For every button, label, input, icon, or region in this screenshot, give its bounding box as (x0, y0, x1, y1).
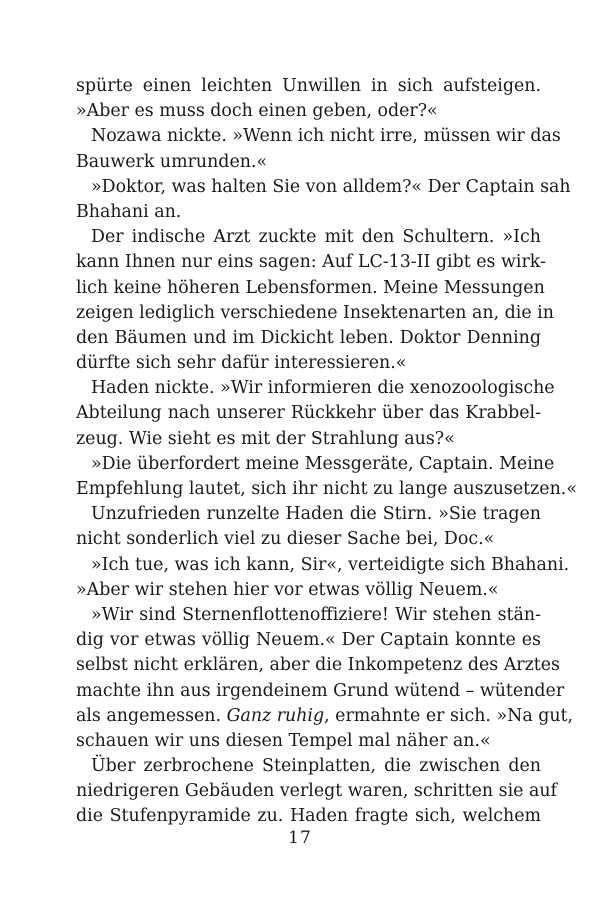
text-line: selbst nicht erklären, aber die Inkompetenz des Arztes (76, 655, 560, 676)
text-line: dig vor etwas völlig Neuem.« Der Captain konnte es (76, 630, 541, 651)
text-line: Abteilung nach unserer Rückkehr über das Krabbel- (76, 403, 541, 424)
text-line: »Ich tue, was ich kann, Sir«, verteidigte sich Bhahani. (91, 554, 570, 575)
text-line: zeug. Wie sieht es mit der Strahlung aus?« (76, 428, 455, 449)
text-line: »Aber es muss doch einen geben, oder?« (76, 101, 438, 122)
text-line: spürte einen leichten Unwillen in sich aufsteigen. (76, 76, 541, 96)
text-line: Der indische Arzt zuckte mit den Schultern. »Ich (91, 227, 541, 248)
text-line: Empfehlung lautet, sich ihr nicht zu lange auszusetzen.« (76, 479, 577, 499)
text-line: niedrigeren Gebäuden verlegt waren, schritten sie auf (76, 781, 557, 802)
text-line: Haden nickte. »Wir informieren die xenozoologische (91, 378, 555, 399)
text-line: Über zerbrochene Steinplatten, die zwischen den (91, 756, 541, 777)
text-line: »Doktor, was halten Sie von alldem?« Der Captain sah (91, 176, 571, 197)
text-line: lich keine höheren Lebensformen. Meine Messungen (76, 277, 545, 298)
text-line: »Wir sind Sternenflottenoffiziere! Wir stehen stän- (91, 604, 541, 625)
text-segment: , ermahnte er sich. »Na gut, (324, 705, 574, 726)
body-text (76, 74, 577, 830)
text-line: den Bäumen und im Dickicht leben. Doktor Denning (76, 327, 541, 348)
page-number: 17 (288, 828, 312, 848)
text-line-with-italic (76, 704, 574, 729)
text-line: Unzufrieden runzelte Haden die Stirn. »Sie tragen (91, 504, 541, 525)
italic-thought: Ganz ruhig (226, 705, 325, 726)
text-line: Bhahani an. (76, 201, 182, 222)
text-line: zeigen lediglich verschiedene Insektenarten an, die in (76, 302, 554, 323)
text-line: die Stufenpyramide zu. Haden fragte sich, welchem (76, 806, 541, 827)
text-line: kann Ihnen nur eins sagen: Auf LC-13-II gibt es wirk- (76, 252, 546, 273)
text-line: dürfte sich sehr dafür interessieren.« (76, 353, 407, 374)
text-line: »Aber wir stehen hier vor etwas völlig Neuem.« (76, 579, 499, 600)
text-line: nicht sonderlich viel zu dieser Sache bei, Doc.« (76, 529, 495, 550)
text-line: »Die überfordert meine Messgeräte, Captain. Meine (91, 453, 555, 474)
text-line: Bauwerk umrunden.« (76, 151, 268, 172)
text-line: schauen wir uns diesen Tempel mal näher an.« (76, 730, 491, 751)
text-line: machte ihn aus irgendeinem Grund wütend – wütender (76, 680, 565, 701)
text-line: Nozawa nickte. »Wenn ich nicht irre, müssen wir das (91, 126, 561, 147)
text-segment: als angemessen. (76, 705, 227, 726)
